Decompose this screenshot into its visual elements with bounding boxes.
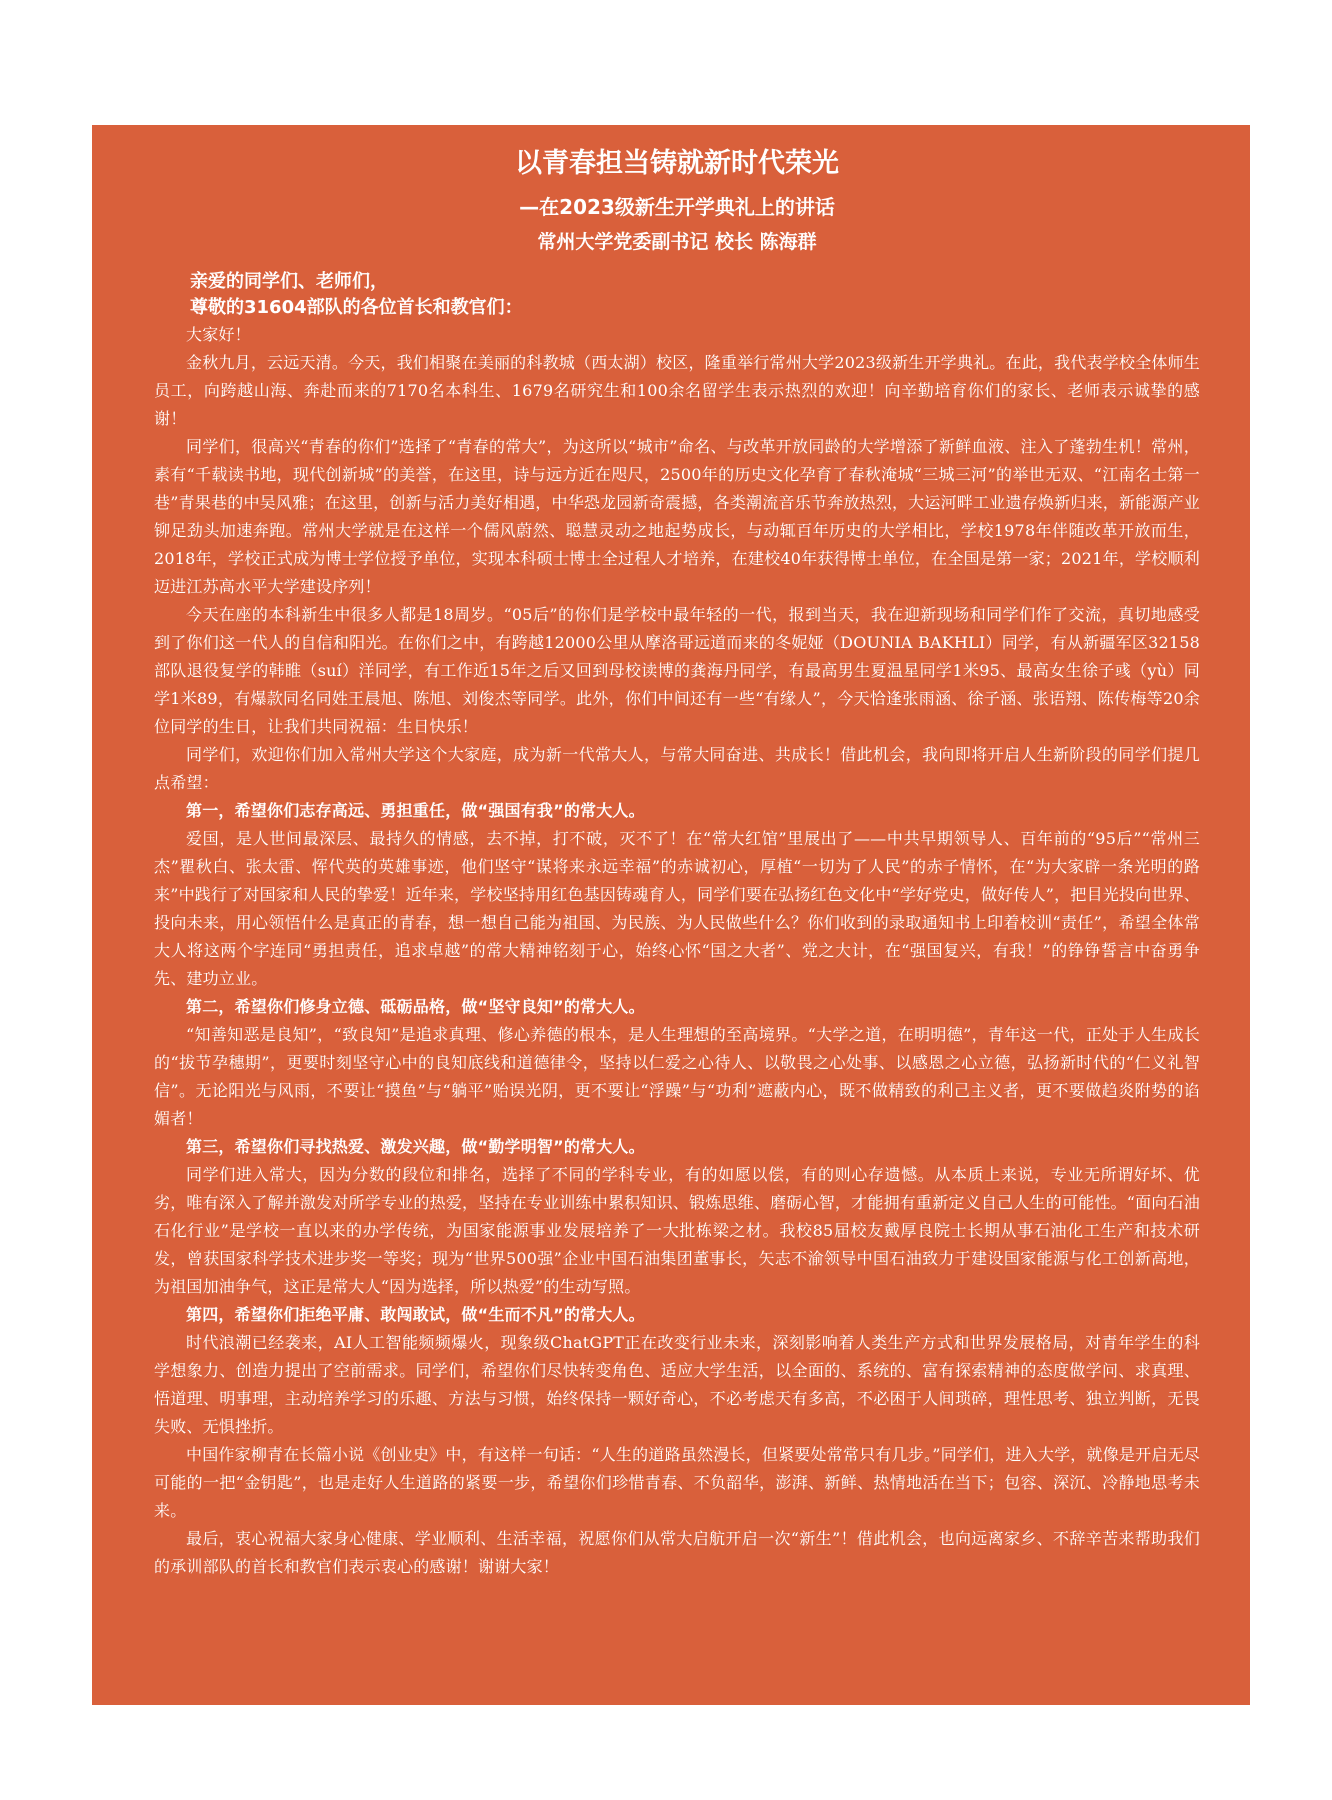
closing-paragraph: 最后，衷心祝福大家身心健康、学业顺利、生活幸福，祝愿你们从常大启航开启一次“新生”！借此机会，也向远离家乡、不辞辛苦来帮助我们的承训部队的首长和教官们表示衷心的感谢！谢谢大家！ (154, 1529, 1200, 1576)
point-heading: 第一，希望你们志存高远、勇担重任，做“强国有我”的常大人。 (186, 801, 645, 820)
point-heading: 第四，希望你们拒绝平庸、敢闯敢试，做“生而不凡”的常大人。 (186, 1305, 645, 1324)
salutation-line: 亲爱的同学们、老师们， (190, 271, 388, 292)
article-body (154, 321, 1200, 1581)
body-paragraph: 爱国，是人世间最深层、最持久的情感，去不掉，打不破，灭不了！在“常大红馆”里展出了——中共早期领导人、百年前的“95后”“常州三杰”瞿秋白、张太雷、恽代英的英雄事迹，他们坚守“谋将来永远幸福”的赤诚初心，厚植“一切为了人民”的赤子情怀，在“为大家辟一条光明的路来”中践行了对国家和人民的挚爱！近年来，学校坚持用红色基因铸魂育人，同学们要在弘扬红色文化中“学好党史，做好传人”，把目光投向世界、投向未来，用心领悟什么是真正的青春，想一想自己能为祖国、为民族、为人民做些什么？你们收到的录取通知书上印着校训“责任”，希望全体常大人将这两个字连同“勇担责任，追求卓越”的常大精神铭刻于心，始终心怀“国之大者”、党之大计，在“强国复兴，有我！”的铮铮誓言中奋勇争先、建功立业。 (154, 829, 1200, 988)
point-heading: 第二，希望你们修身立德、砥砺品格，做“坚守良知”的常大人。 (186, 997, 645, 1016)
article-panel (92, 125, 1250, 1705)
greeting-paragraph: 大家好！ (186, 325, 251, 344)
body-paragraph: 同学们，很高兴“青春的你们”选择了“青春的常大”，为这所以“城市”命名、与改革开放同龄的大学增添了新鲜血液、注入了蓬勃生机！常州，素有“千载读书地，现代创新城”的美誉，在这里，诗与远方近在咫尺，2500年的历史文化孕育了春秋淹城“三城三河”的举世无双、“江南名士第一巷”青果巷的中吴风雅；在这里，创新与活力美好相遇，中华恐龙园新奇震撼，各类潮流音乐节奔放热烈，大运河畔工业遗存焕新归来，新能源产业铆足劲头加速奔跑。常州大学就是在这样一个儒风蔚然、聪慧灵动之地起势成长，与动辄百年历史的大学相比，学校1978年伴随改革开放而生， 2018年，学校正式成为博士学位授予单位，实现本科硕士博士全过程人才培养，在建校40年获得博士单位，在全国是第一家；2021年，学校顺利迈进江苏高水平大学建设序列！ (154, 437, 1200, 596)
body-paragraph: 今天在座的本科新生中很多人都是18周岁。“05后”的你们是学校中最年轻的一代，报到当天，我在迎新现场和同学们作了交流，真切地感受到了你们这一代人的自信和阳光。在你们之中，有跨越12000公里从摩洛哥远道而来的冬妮娅（DOUNIA BAKHLI）同学，有从新疆军区32158部队退役复学的韩睢（suí）洋同学，有工作近15年之后又回到母校读博的龚海丹同学，有最高男生夏温星同学1米95、最高女生徐子彧（yù）同学1米89，有爆款同名同姓王晨旭、陈旭、刘俊杰等同学。此外，你们中间还有一些“有缘人”，今天恰逢张雨涵、徐子涵、张语翔、陈传梅等20余位同学的生日，让我们共同祝福：生日快乐！ (154, 605, 1200, 736)
body-paragraph: 时代浪潮已经袭来，AI人工智能频频爆火，现象级ChatGPT正在改变行业未来，深刻影响着人类生产方式和世界发展格局，对青年学生的科学想象力、创造力提出了空前需求。同学们，希望你们尽快转变角色、适应大学生活，以全面的、系统的、富有探索精神的态度做学问、求真理、悟道理、明事理，主动培养学习的乐趣、方法与习惯，始终保持一颗好奇心，不必考虑天有多高，不必困于人间琐碎，理性思考、独立判断，无畏失败、无惧挫折。 (154, 1333, 1200, 1436)
body-paragraph: 中国作家柳青在长篇小说《创业史》中，有这样一句话：“人生的道路虽然漫长，但紧要处常常只有几步。”同学们，进入大学，就像是开启无尽可能的一把“金钥匙”，也是走好人生道路的紧要一步，希望你们珍惜青春、不负韶华，澎湃、新鲜、热情地活在当下；包容、深沉、冷静地思考未来。 (154, 1445, 1200, 1520)
article-author: 常州大学党委副书记 校长 陈海群 (537, 231, 817, 253)
salutation-line: 尊敬的31604部队的各位首长和教官们： (190, 297, 523, 318)
body-paragraph: 金秋九月，云远天清。今天，我们相聚在美丽的科教城（西太湖）校区，隆重举行常州大学2023级新生开学典礼。在此，我代表学校全体师生员工，向跨越山海、奔赴而来的7170名本科生、1679名研究生和100余名留学生表示热烈的欢迎！向辛勤培育你们的家长、老师表示诚挚的感谢！ (154, 353, 1200, 428)
article-title: 以青春担当铸就新时代荣光 (515, 148, 839, 179)
article-subtitle: —在2023级新生开学典礼上的讲话 (519, 195, 835, 219)
point-heading: 第三，希望你们寻找热爱、激发兴趣，做“勤学明智”的常大人。 (186, 1137, 645, 1156)
body-paragraph: 同学们进入常大，因为分数的段位和排名，选择了不同的学科专业，有的如愿以偿，有的则心存遗憾。从本质上来说，专业无所谓好坏、优劣，唯有深入了解并激发对所学专业的热爱，坚持在专业训练中累积知识、锻炼思维、磨砺心智，才能拥有重新定义自己人生的可能性。“面向石油石化行业”是学校一直以来的办学传统，为国家能源事业发展培养了一大批栋梁之材。我校85届校友戴厚良院士长期从事石油化工生产和技术研发，曾获国家科学技术进步奖一等奖；现为“世界500强”企业中国石油集团董事长，矢志不渝领导中国石油致力于建设国家能源与化工创新高地，为祖国加油争气，这正是常大人“因为选择，所以热爱”的生动写照。 (154, 1165, 1200, 1296)
body-paragraph: “知善知恶是良知”，“致良知”是追求真理、修心养德的根本，是人生理想的至高境界。“大学之道，在明明德”，青年这一代，正处于人生成长的“拔节孕穗期”，更要时刻坚守心中的良知底线和道德律令，坚持以仁爱之心待人、以敬畏之心处事、以感恩之心立德，弘扬新时代的“仁义礼智信”。无论阳光与风雨，不要让“摸鱼”与“躺平”贻误光阴，更不要让“浮躁”与“功利”遮蔽内心，既不做精致的利己主义者，更不要做趋炎附势的谄媚者！ (154, 1025, 1201, 1128)
body-paragraph: 同学们，欢迎你们加入常州大学这个大家庭，成为新一代常大人，与常大同奋进、共成长！借此机会，我向即将开启人生新阶段的同学们提几点希望： (154, 745, 1200, 792)
